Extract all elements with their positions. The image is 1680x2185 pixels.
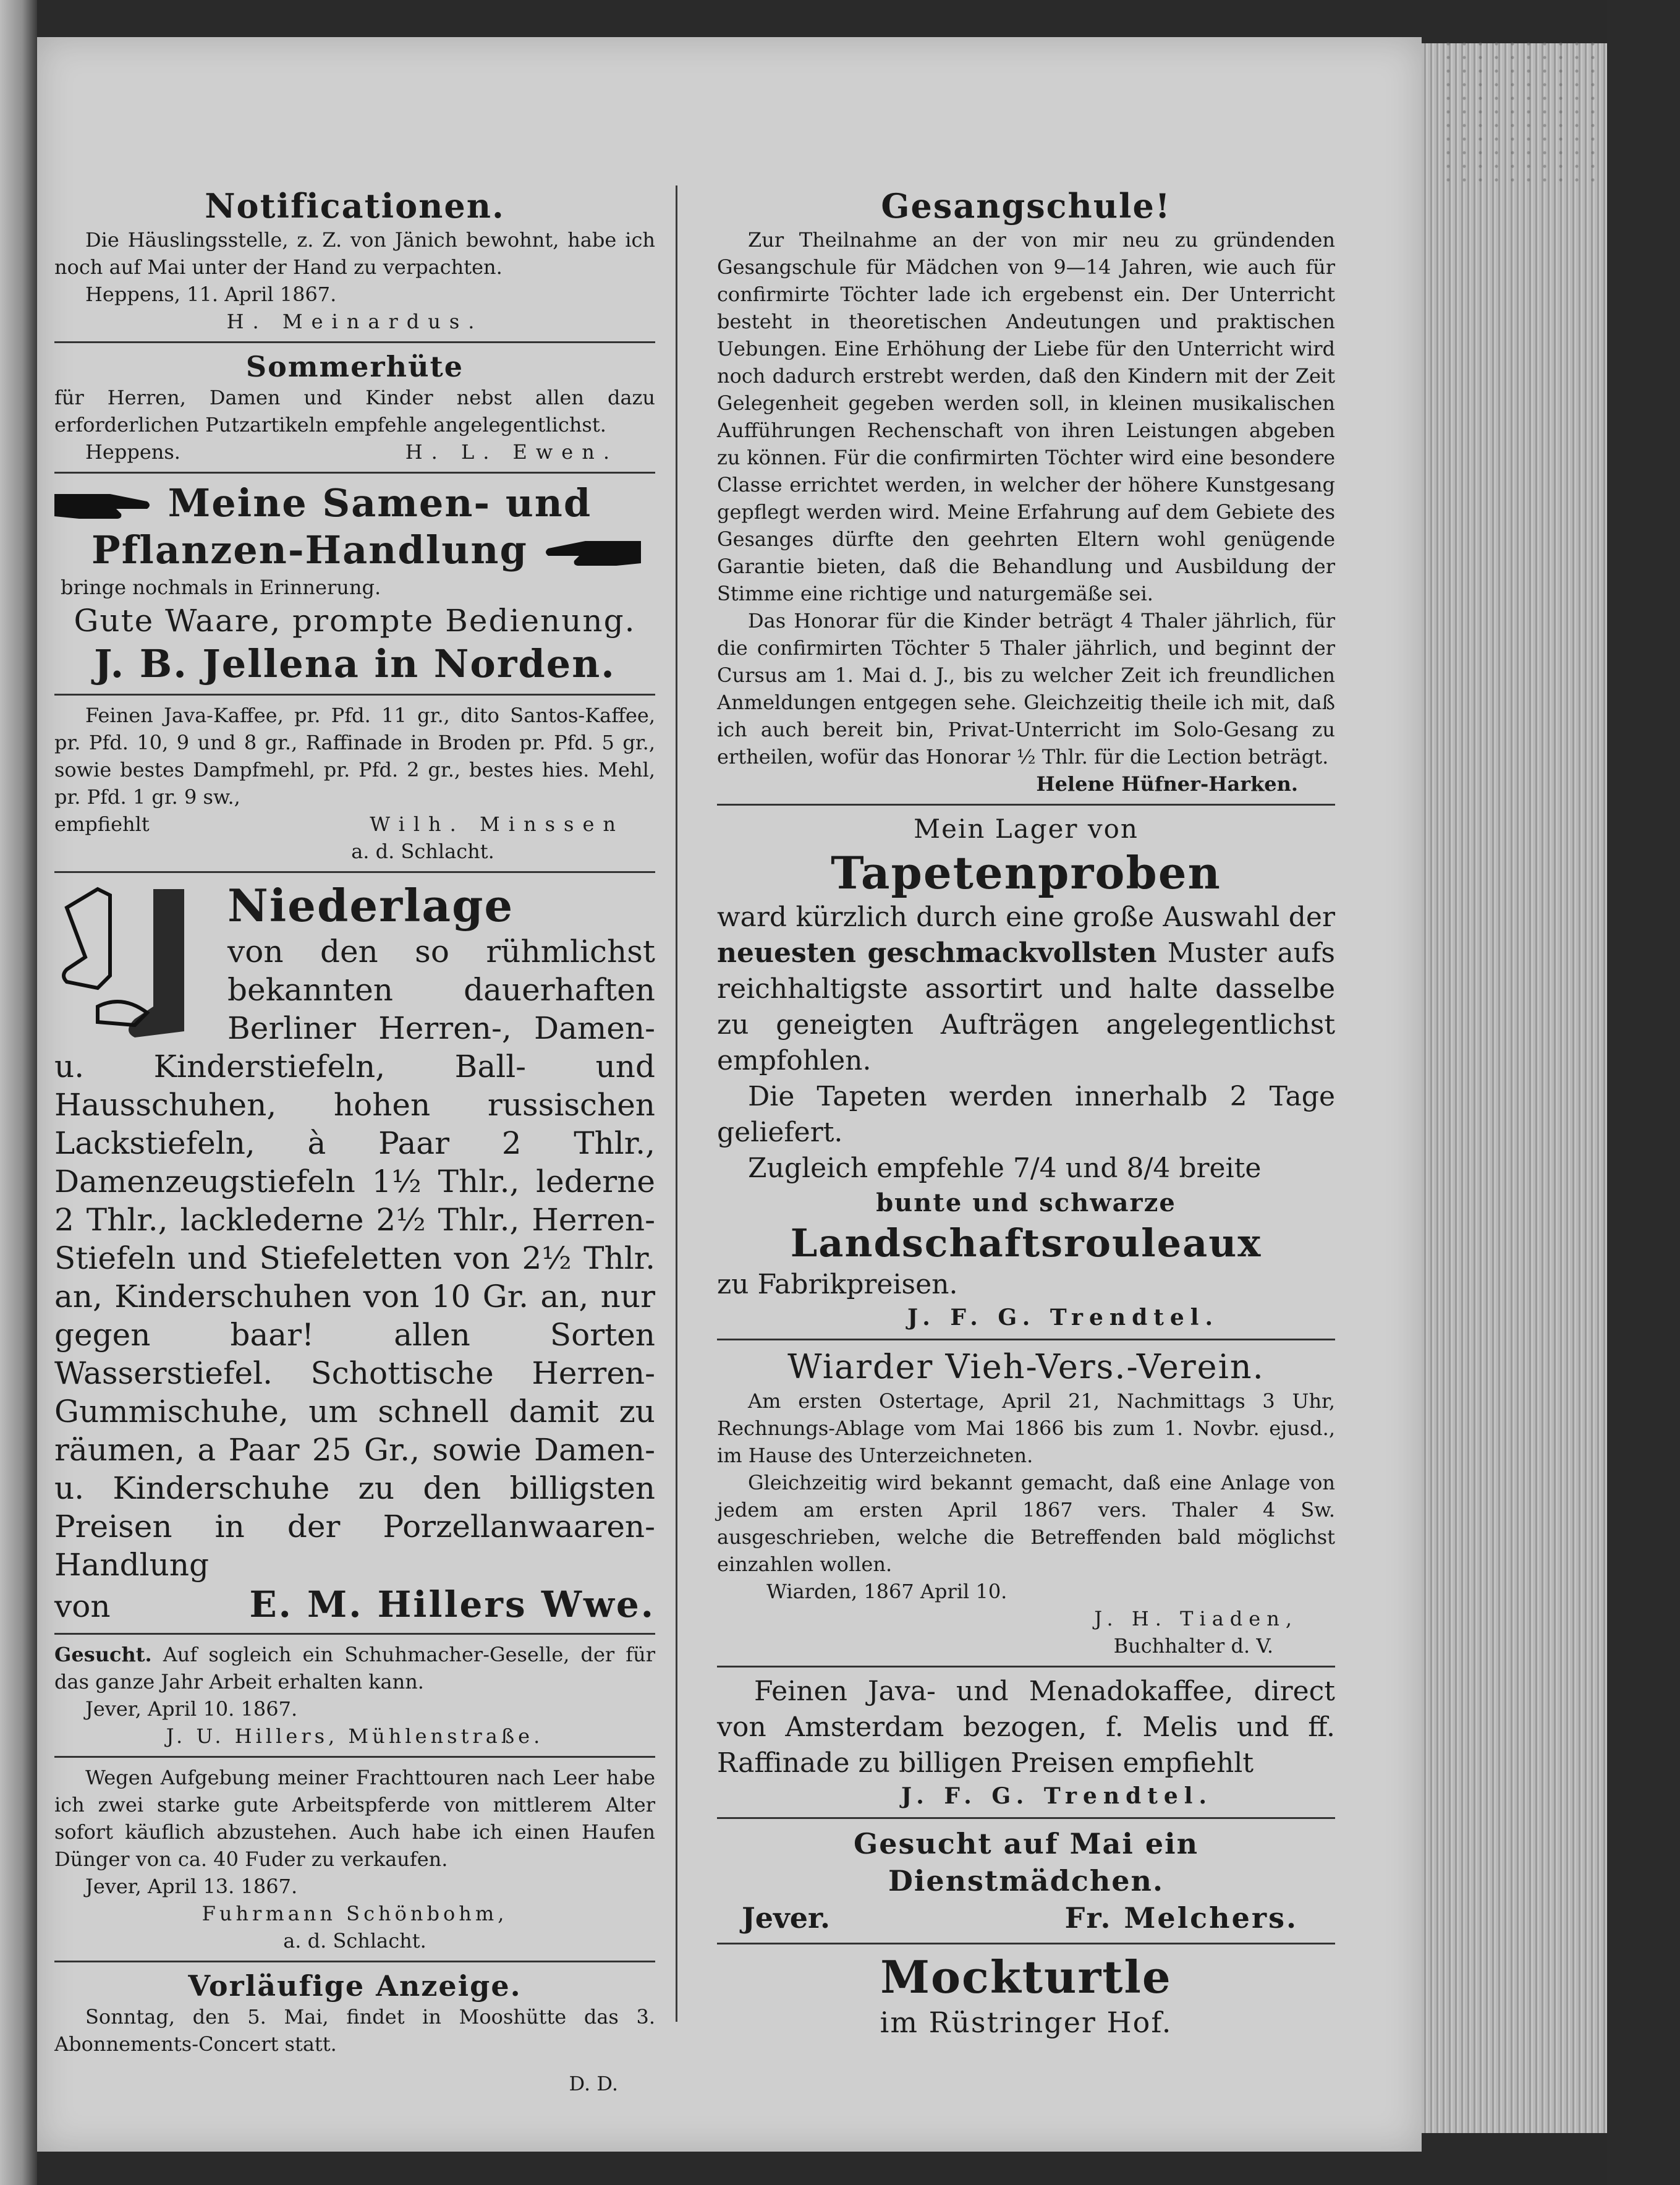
anzeige-ad	[54, 1969, 655, 2097]
column-divider	[676, 185, 677, 2022]
gesangschule-text-2: Das Honorar für die Kinder beträgt 4 Thaler jährlich, für die confirmirten Töchter 5 Thaler jährlich, und beginnt der Cursus am 1. Mai d. J., bis zu welcher Zeit ich freundlichen Anmeldungen entgegen sehe. Gleichzeitig theile ich mit, daß ich auch bereit bin, Privat-Unterricht im Solo-Gesang zu ertheilen, wofür das Honorar ½ Thlr. für die Lection beträgt.	[717, 609, 1335, 769]
pferde-ad	[54, 1764, 655, 1954]
samen-ad	[54, 480, 655, 688]
separator	[54, 1756, 655, 1758]
tapeten-text-4: zu Fabrikpreisen.	[717, 1269, 958, 1300]
verein-text-1: Am ersten Ostertage, April 21, Nachmittags 3 Uhr, Rechnungs-Ablage vom Mai 1866 bis zum 1. Novbr. ejusd., im Hause des Unterzeichneten.	[717, 1389, 1335, 1467]
notification-ad	[54, 185, 655, 335]
tapeten-text-a: ward kürzlich durch eine große Auswahl der	[717, 901, 1335, 933]
niederlage-heading: Niederlage	[227, 879, 514, 932]
verein-signature: J. H. Tiaden,	[1094, 1607, 1298, 1630]
anzeige-signature: D. D.	[569, 2072, 618, 2095]
gesucht-ad	[54, 1641, 655, 1750]
anzeige-heading: Vorläufige Anzeige.	[188, 1969, 522, 2003]
pointing-hand-icon	[542, 536, 641, 571]
mockturtle-text: im Rüstringer Hof.	[880, 2006, 1173, 2039]
dienstmaedchen-place: Jever.	[742, 1901, 831, 1935]
kaffee-text: Feinen Java-Kaffee, pr. Pfd. 11 gr., dito Santos-Kaffee, pr. Pfd. 10, 9 und 8 gr., Raffinade in Broden pr. Pfd. 5 gr., sowie bestes Dampfmehl, pr. Pfd. 2 gr., bestes hies. Mehl, pr. Pfd. 1 gr. 9 sw.,	[54, 704, 655, 809]
niederlage-von: von	[54, 1588, 111, 1624]
gesangschule-signature: Helene Hüfner-Harken.	[1036, 772, 1298, 796]
page-edges	[1422, 43, 1607, 2133]
notification-place-date: Heppens, 11. April 1867.	[85, 283, 337, 306]
boots-icon	[61, 883, 215, 1044]
verein-place-date: Wiarden, 1867 April 10.	[766, 1580, 1008, 1603]
separator	[717, 1817, 1335, 1819]
separator	[717, 1339, 1335, 1340]
kaffee-ad	[54, 702, 655, 865]
verein-ad	[717, 1347, 1335, 1659]
dienstmaedchen-text: Gesucht auf Mai ein Dienstmädchen.	[853, 1827, 1199, 1898]
notification-signature: H. Meinardus.	[226, 310, 483, 333]
verein-text-2: Gleichzeitig wird bekannt gemacht, daß eine Anlage von jedem am ersten April 1867 vers. Thaler 4 Sw. ausgeschrieben, welche die Betreffenden bald möglichst einzahlen wollen.	[717, 1471, 1335, 1576]
gesucht-text: Auf sogleich ein Schuhmacher-Geselle, der für das ganze Jahr Arbeit erhalten kann.	[54, 1643, 655, 1693]
tapeten-intro: Mein Lager von	[914, 814, 1139, 844]
sommerhuete-text: für Herren, Damen und Kinder nebst allen dazu erforderlichen Putzartikeln empfehle angelegentlichst.	[54, 386, 655, 437]
separator	[717, 804, 1335, 806]
background-edge	[1607, 0, 1680, 2185]
menado-text: Feinen Java- und Menadokaffee, direct von Amsterdam bezogen, f. Melis und ff. Raffinade zu billigen Preisen empfiehlt	[717, 1676, 1335, 1779]
separator	[54, 694, 655, 696]
niederlage-ad	[54, 879, 655, 1627]
sommerhuete-heading: Sommerhüte	[245, 350, 464, 383]
separator	[717, 1666, 1335, 1668]
anzeige-text: Sonntag, den 5. Mai, findet in Mooshütte das 3. Abonnements-Concert statt.	[54, 2005, 655, 2056]
samen-text: bringe nochmals in Erinnerung.	[61, 576, 381, 599]
dienstmaedchen-signature: Fr. Melchers.	[1064, 1901, 1298, 1935]
sommerhuete-place: Heppens.	[85, 440, 180, 464]
right-column	[717, 185, 1335, 2045]
tapeten-sub: bunte und schwarze	[876, 1188, 1176, 1217]
edge-speckle	[1440, 37, 1601, 185]
left-column	[54, 185, 655, 2101]
pferde-text: Wegen Aufgebung meiner Frachttouren nach Leer habe ich zwei starke gute Arbeitspferde von mittlerem Alter sofort käuflich abzustehen. Auch habe ich einen Haufen Dünger von ca. 40 Fuder zu verkaufen.	[54, 1766, 655, 1871]
mockturtle-ad	[717, 1951, 1335, 2041]
tapeten-heading: Tapetenproben	[831, 846, 1221, 899]
samen-slogan: Gute Waare, prompte Bedienung.	[74, 603, 636, 639]
pferde-signature: Fuhrmann Schönbohm,	[202, 1902, 508, 1925]
separator	[54, 1961, 655, 1962]
dienstmaedchen-ad	[717, 1825, 1335, 1936]
pointing-hand-icon	[54, 489, 153, 524]
kaffee-signature: Wilh. Minssen	[370, 812, 624, 836]
kaffee-empfiehlt: empfiehlt	[54, 812, 150, 836]
pferde-place-date: Jever, April 13. 1867.	[85, 1875, 298, 1898]
samen-heading-line2: Pflanzen-Handlung	[91, 527, 528, 573]
notification-text: Die Häuslingsstelle, z. Z. von Jänich bewohnt, habe ich noch auf Mai unter der Hand zu verpachten.	[54, 228, 655, 279]
verein-sub: Buchhalter d. V.	[1113, 1634, 1273, 1658]
menado-signature: J. F. G. Trendtel.	[901, 1783, 1213, 1809]
separator	[54, 871, 655, 873]
gesucht-lead: Gesucht.	[54, 1643, 152, 1666]
tapeten-ad	[717, 812, 1335, 1332]
gesangschule-heading: Gesangschule!	[881, 186, 1171, 226]
niederlage-text: von den so rühmlichst bekannten dauerhaften Berliner Herren-, Damen- u. Kinderstiefeln, Ball- und Hausschuhen, hohen russischen Lackstiefeln, à Paar 2 Thlr., Damenzeugstiefeln 1½ Thlr., lederne 2 Thlr., lacklederne 2½ Thlr., Herren-Stiefeln und Stiefeletten von 2½ Thlr. an, Kinderschuhen von 10 Gr. an, nur gegen baar! allen Sorten Wasserstiefel. Schottische Herren-Gummischuhe, um schnell damit zu räumen, a Paar 25 Gr., sowie Damen- u. Kinderschuhe zu den billigsten Preisen in der Porzellanwaaren-Handlung	[54, 934, 655, 1583]
gesucht-signature: J. U. Hillers, Mühlenstraße.	[166, 1724, 544, 1748]
gesangschule-ad	[717, 185, 1335, 798]
samen-heading-line1: Meine Samen- und	[168, 480, 592, 526]
verein-heading: Wiarder Vieh-Vers.-Verein.	[787, 1347, 1265, 1386]
tapeten-signature: J. F. G. Trendtel.	[907, 1305, 1219, 1331]
kaffee-sub: a. d. Schlacht.	[351, 840, 494, 863]
mockturtle-heading: Mockturtle	[880, 1951, 1172, 2003]
book-spine	[0, 0, 37, 2185]
notification-heading: Notificationen.	[205, 186, 505, 226]
menado-ad	[717, 1674, 1335, 1811]
sommerhuete-ad	[54, 349, 655, 466]
separator	[54, 472, 655, 474]
gesucht-place-date: Jever, April 10. 1867.	[85, 1697, 298, 1721]
tapeten-text-b: Muster aufs reichhaltigste assortirt und halte dasselbe zu geneigten Aufträgen angelegentlichst empfohlen.	[717, 937, 1335, 1076]
gesangschule-text-1: Zur Theilnahme an der von mir neu zu gründenden Gesangschule für Mädchen von 9—14 Jahren, wie auch für confirmirte Töchter lade ich ergebenst ein. Der Unterricht besteht in theoretischen Andeutungen und praktischen Uebungen. Eine Erhöhung der Liebe für den Unterricht wird noch dadurch erstrebt werden, daß den Kindern mit der Zeit Gelegenheit gegeben werden soll, in kleinen musikalischen Aufführungen Rechenschaft von ihren Leistungen abgeben zu können. Für die confirmirten Töchter wird eine besondere Classe errichtet werden, in welcher der höhere Kunstgesang gepflegt werden wird. Meine Erfahrung auf dem Gebiete des Gesanges dürfte den geehrten Eltern wohl genügende Garantie bieten, daß die Behandlung und Ausbildung der Stimme eine richtige und naturgemäße sei.	[717, 228, 1335, 605]
samen-firm: J. B. Jellena in Norden.	[94, 641, 616, 686]
pferde-sub: a. d. Schlacht.	[283, 1929, 426, 1953]
niederlage-firm: E. M. Hillers Wwe.	[249, 1583, 655, 1625]
tapeten-text-2: Die Tapeten werden innerhalb 2 Tage geliefert.	[717, 1081, 1335, 1148]
separator	[54, 341, 655, 343]
sommerhuete-signature: H. L. Ewen.	[405, 440, 618, 464]
separator	[54, 1633, 655, 1635]
separator	[717, 1943, 1335, 1944]
tapeten-text-bold: neuesten geschmackvollsten	[717, 937, 1157, 969]
tapeten-heading-2: Landschaftsrouleaux	[790, 1220, 1262, 1266]
tapeten-text-3: Zugleich empfehle 7/4 und 8/4 breite	[748, 1152, 1262, 1184]
